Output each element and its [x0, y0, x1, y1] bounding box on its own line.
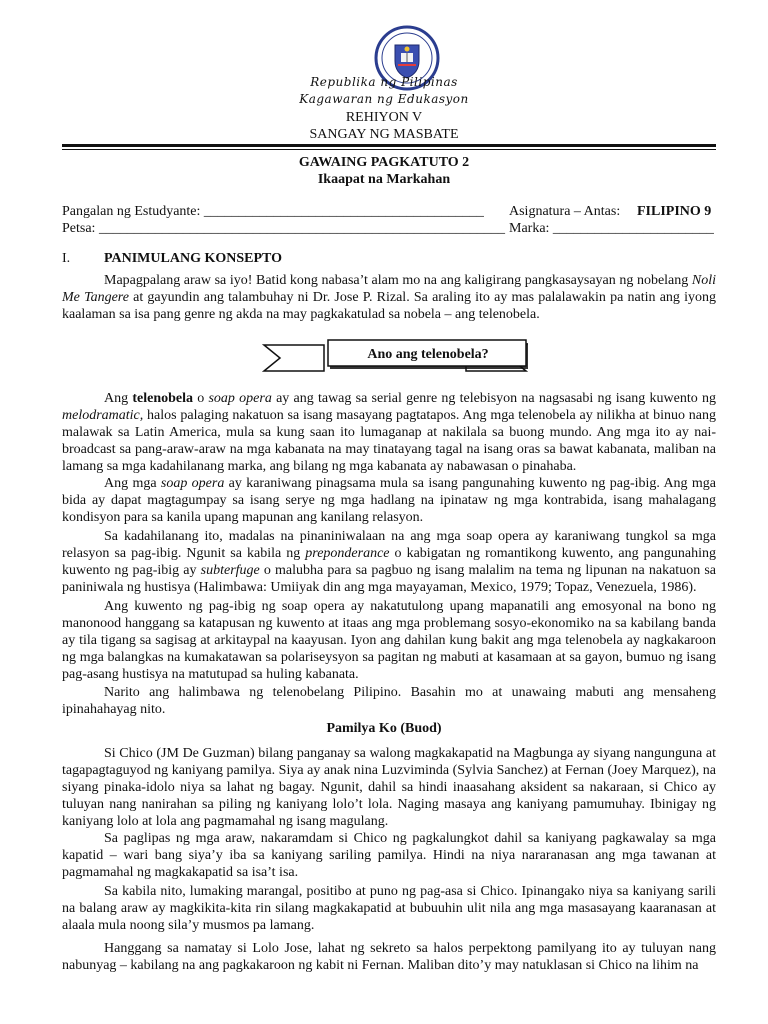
section-heading: [62, 251, 282, 267]
paragraph-2: Ang mga soap opera ay karaniwang pinagsama mula sa isang pangunahing kuwento ng pag-ibig. Ang mga bida ay dapat magtagumpay sa isang serye ng mga hadlang na ipinataw ng mga kontrabida, isang mahalagang kondisyon para sa kanila upang mapunan ang kanilang relasyon.: [62, 476, 716, 525]
department-line: Kagawaran ng Edukasyon: [299, 92, 469, 106]
section-title: PANIMULANG KONSEPTO: [104, 251, 282, 266]
division-line: SANGAY NG MASBATE: [309, 127, 459, 142]
intro-paragraph: Mapagpalang araw sa iyo! Batid kong nabasa’t alam mo na ang kaligirang pangkasaysayan ng nobelang Noli Me Tangere at gayundin ang talambuhay ni Dr. Jose P. Rizal. Sa araling ito ay mas palalawakin pa natin ang iyong kaalaman sa isa pang genre ng akda na may pagkakatulad sa nobela – ang telenobela.: [62, 273, 717, 322]
story-paragraph-1: Si Chico (JM De Guzman) bilang panganay sa walong magkakapatid na Magbunga ay siyang nangunguna at tagapagtaguyod ng kaniyang pamilya. Siya ay anak nina Luzviminda (Sylvia Sanchez) at Fernan (Joey Marquez), na siyang pinaka-idolo niya sa lahat ng bagay. Ngunit, dahil sa hindi inaasahang aksident sa nakaraan, si Chico ay tuluyan nang nanirahan sa piling ng kaniyang lolo’t lola. Naging masaya ang kaniyang pamumuhay. Ibinigay ng kaniyang lolo at lola ang pagmamahal ng isang magulang.: [62, 746, 716, 829]
paragraph-3: Sa kadahilanang ito, madalas na pinaniniwalaan na ang mga soap opera ay karaniwang tungkol sa mga relasyon sa pag-ibig. Ngunit sa kabila ng preponderance o kabigatan ng romantikong kuwento, ang pangunahing kuwento ng pag-ibig ay subterfuge o malubha para sa pagbuo ng isang malalim na tema ng lipunan na nakatuon sa paniniwala ng hustisya (Halimbawa: Umiiyak din ang mga mayayaman, Mexico, 1979; Topaz, Venezuela, 1986).: [62, 529, 716, 595]
story-paragraph-3: Sa kabila nito, lumaking marangal, positibo at puno ng pag-asa si Chico. Ipinangako niya sa kaniyang sarili na balang araw ay magkikita-kita rin silang magkakapatid at bubuuhin ulit nila ang mga masasayang kaaranasan at alaala mula noong sila’y musmos pa lamang.: [62, 884, 716, 933]
subject-value: FILIPINO 9: [637, 204, 712, 219]
student-name-field: Pangalan ng Estudyante: ________________________________________: [62, 204, 484, 219]
telenobela-term: telenobela: [132, 391, 194, 406]
quarter-title: Ikaapat na Markahan: [317, 172, 451, 187]
paragraph-5: Narito ang halimbawa ng telenobelang Pilipino. Basahin mo at unawaing mabuti ang mensaheng ipinahahayag nito.: [62, 685, 716, 717]
paragraph-4: Ang kuwento ng pag-ibig ng soap opera ay nakatutulong upang mapanatili ang emosyonal na bono ng manonood hanggang sa katapusan ng kuwento at itaas ang mga problemang sosyo-ekonomiko na sa kabilang banda ay tila tigang sa sagisag at arkitaypal na kaayusan. Iyon ang dahilan kung bakit ang mga telenobela ay nagkakaroon ng mga balangkas na kumakatawan sa polariseysyon sa pagitan ng mabuti at kasamaan at sa gayon, bumuo ng isang pag-asang hustisya na matutupad sa huling kabanata.: [62, 599, 716, 682]
republic-line: Republika ng Pilipinas: [310, 75, 458, 89]
header-divider-thin: [62, 149, 716, 150]
subject-label: Asignatura – Antas:: [509, 204, 621, 219]
banner-label: Ano ang telenobela?: [367, 347, 489, 362]
story-paragraph-4: Hanggang sa namatay si Lolo Jose, lahat ng sekreto sa halos perpektong pamilyang ito ay tuluyan nang nabunyag – kabilang na ang pagkakaroon ng kabit ni Fernan. Maliban dito’y may natuklasan si Chico na lihim na: [62, 941, 716, 973]
region-line: REHIYON V: [345, 110, 423, 125]
story-paragraph-2: Sa paglipas ng mga araw, nakaramdam si Chico ng pagkalungkot dahil sa kaniyang pagkawalay sa mga kapatid – wari bang siya’y iba sa kaniyang sariling pamilya. Hindi na niya nararanasan ang mga tawanan at pagmamahal ng magkakapatid sa isa’t isa.: [62, 831, 716, 880]
definition-paragraph: Ang telenobela o soap opera ay ang tawag sa serial genre ng telebisyon na nagsasabi ng isang kuwento ng melodramatic, halos palaging nakatuon sa isang masayang pagtatapos. Ang mga telenobela ay nilikha at binuo nang malawak sa Latin America, mula sa kung saan ito lumaganap at nakilala sa buong mundo. Ang mga ito ay nai-broadcast sa pang-araw-araw na mga kabanata na may tinatayang tagal na isang oras sa bawat kabanata, maliban na lamang sa mga kadahilanang marka, ang bilang ng mga kabanata ay nabawasan o pinahaba.: [62, 391, 716, 474]
header-divider-thick: [62, 144, 716, 147]
score-field: Marka: _______________________: [509, 221, 714, 236]
novel-title: Noli Me Tangere: [62, 273, 716, 305]
activity-title: GAWAING PAGKATUTO 2: [298, 155, 470, 170]
section-number: I.: [62, 251, 71, 266]
date-field: Petsa: __________________________________________________________: [62, 221, 505, 236]
story-title: Pamilya Ko (Buod): [326, 721, 442, 736]
